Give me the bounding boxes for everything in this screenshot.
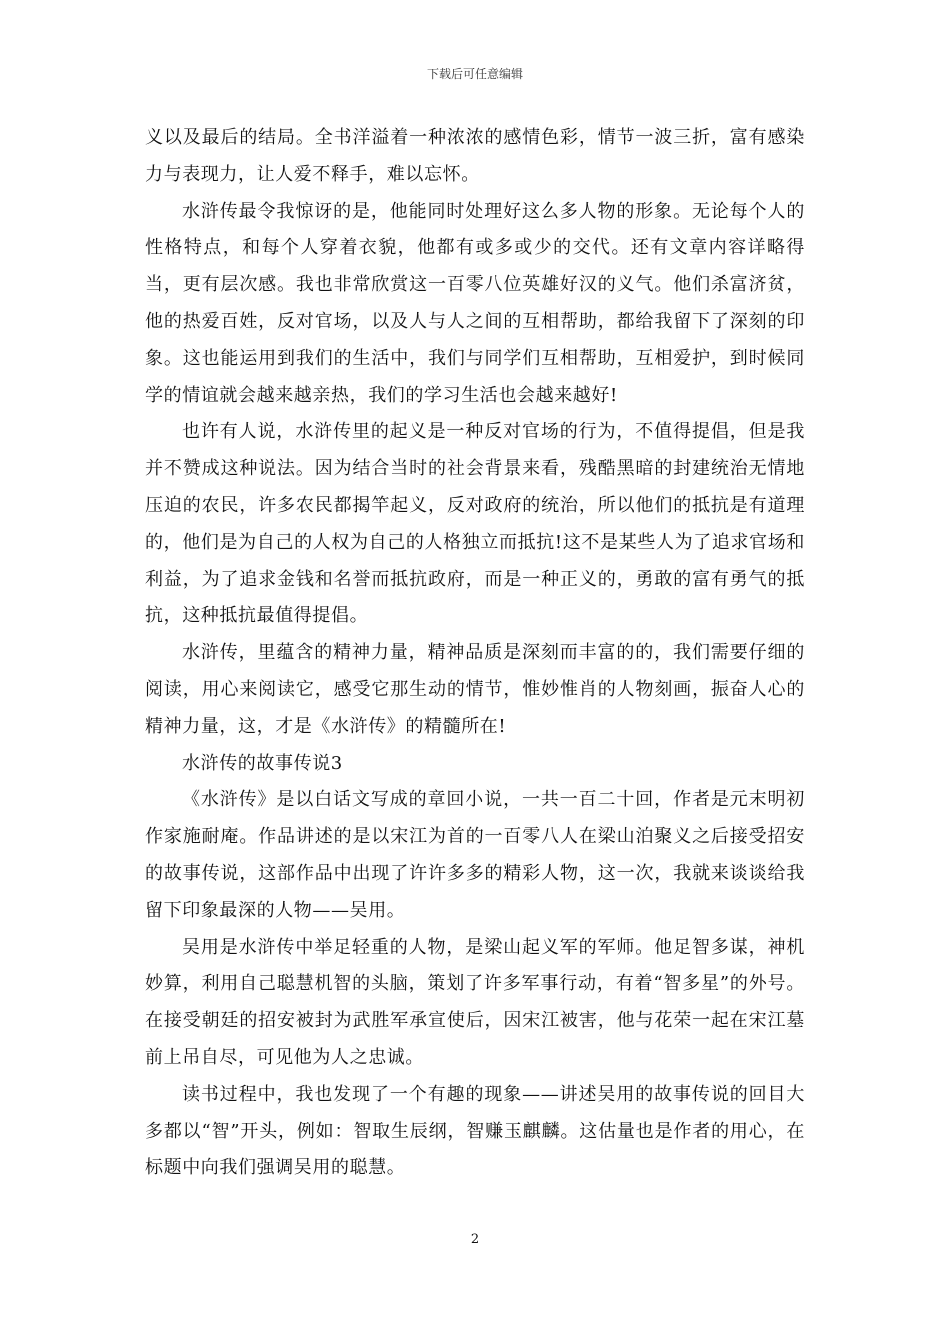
paragraph: 也许有人说，水浒传里的起义是一种反对官场的行为，不值得提倡，但是我并不赞成这种说法。因为结合当时的社会背景来看，残酷黑暗的封建统治无情地压迫的农民，许多农民都揭竿起义，反对政府的统治，所以他们的抵抗是有道理的，他们是为自己的人权为自己的人格独立而抵抗!这不是某些人为了追求官场和利益，为了追求金钱和名誉而抵抗政府，而是一种正义的，勇敢的富有勇气的抵抗，这种抵抗最值得提倡。 — [145, 421, 805, 627]
paragraph: 读书过程中，我也发现了一个有趣的现象——讲述吴用的故事传说的回目大多都以“智”开头，例如：智取生辰纲，智赚玉麒麟。这估量也是作者的用心，在标题中向我们强调吴用的聪慧。 — [145, 1083, 805, 1179]
paragraph: 吴用是水浒传中举足轻重的人物，是梁山起义军的军师。他足智多谋，神机妙算，利用自己聪慧机智的头脑，策划了许多军事行动，有着“智多星”的外号。在接受朝廷的招安被封为武胜军承宣使后，因宋江被害，他与花荣一起在宋江墓前上吊自尽，可见他为人之忠诚。 — [145, 936, 805, 1068]
paragraph: 水浒传，里蕴含的精神力量，精神品质是深刻而丰富的的，我们需要仔细的阅读，用心来阅读它，感受它那生动的情节，惟妙惟肖的人物刻画，振奋人心的精神力量，这，才是《水浒传》的精髓所在! — [145, 642, 805, 737]
paragraph-continuation: 义以及最后的结局。全书洋溢着一种浓浓的感情色彩，情节一波三折，富有感染力与表现力，让人爱不释手，难以忘怀。 — [145, 127, 805, 185]
paragraph: 水浒传最令我惊讶的是，他能同时处理好这么多人物的形象。无论每个人的性格特点，和每个人穿着衣貌，他都有或多或少的交代。还有文章内容详略得当，更有层次感。我也非常欣赏这一百零八位英雄好汉的义气。他们杀富济贫，他的热爱百姓，反对官场，以及人与人之间的互相帮助，都给我留下了深刻的印象。这也能运用到我们的生活中，我们与同学们互相帮助，互相爱护，到时候同学的情谊就会越来越亲热，我们的学习生活也会越来越好! — [145, 200, 805, 406]
document-body — [145, 120, 805, 1187]
paragraph: 《水浒传》是以白话文写成的章回小说，一共一百二十回，作者是元末明初作家施耐庵。作品讲述的是以宋江为首的一百零八人在梁山泊聚义之后接受招安的故事传说，这部作品中出现了许许多多的精彩人物，这一次，我就来谈谈给我留下印象最深的人物——吴用。 — [145, 789, 805, 921]
section-heading: 水浒传的故事传说3 — [182, 752, 343, 774]
page-number: 2 — [470, 1232, 480, 1247]
page-header: 下载后可任意编辑 — [426, 67, 523, 81]
